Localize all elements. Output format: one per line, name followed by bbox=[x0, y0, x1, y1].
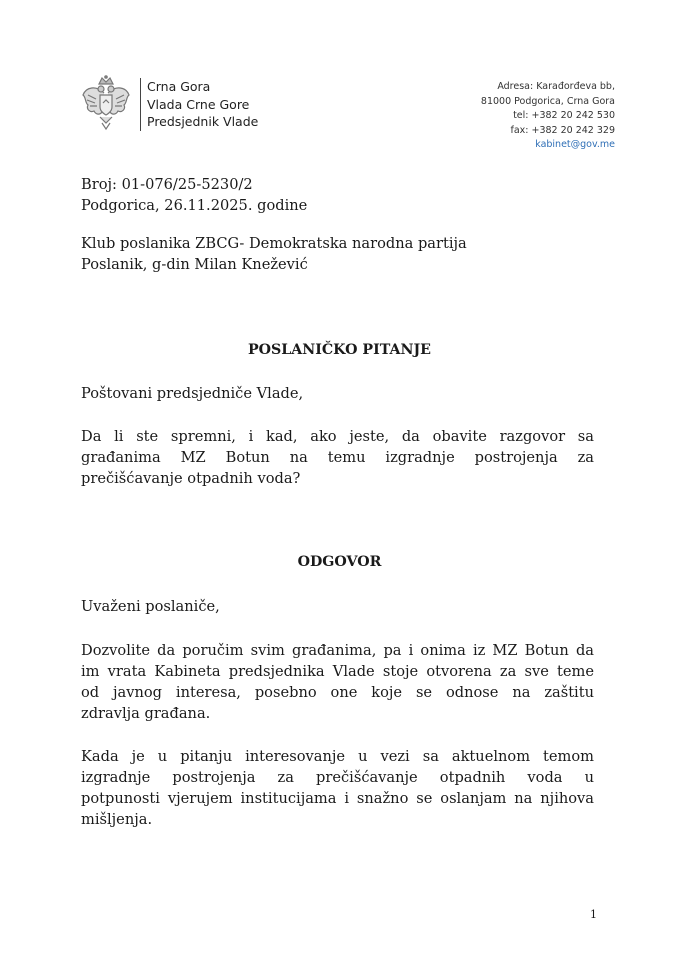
contact-address-line2: 81000 Podgorica, Crna Gora bbox=[480, 95, 615, 107]
contact-fax: fax: +382 20 242 329 bbox=[510, 124, 615, 136]
contact-email-link[interactable]: kabinet@gov.me bbox=[535, 139, 615, 150]
recipient-club: Klub poslanika ZBCG- Demokratska narodna partija bbox=[81, 235, 467, 252]
question-text bbox=[81, 426, 594, 489]
answer-line: potpunosti vjerujem institucijama i snažno se oslanjam na njihova bbox=[81, 790, 594, 807]
answer-salutation-text: Uvaženi poslaniče, bbox=[81, 598, 220, 615]
answer-heading: ODGOVOR bbox=[297, 554, 382, 570]
answer-paragraph-1 bbox=[81, 640, 594, 724]
contact-address-line1: Adresa: Karađorđeva bb, bbox=[497, 81, 615, 92]
answer-paragraph-2 bbox=[81, 746, 594, 830]
page-number: 1 bbox=[590, 908, 597, 921]
question-line: Da li ste spremni, i kad, ako jeste, da obavite razgovor sa bbox=[81, 428, 594, 445]
question-line: prečišćavanje otpadnih voda? bbox=[81, 470, 301, 487]
recipient-mp: Poslanik, g-din Milan Knežević bbox=[81, 256, 308, 273]
organization-block bbox=[140, 78, 258, 131]
org-government: Vlada Crne Gore bbox=[147, 96, 250, 112]
question-salutation-text: Poštovani predsjedniče Vlade, bbox=[81, 385, 304, 402]
montenegro-coat-of-arms-icon bbox=[80, 75, 132, 133]
answer-line: Dozvolite da poručim svim građanima, pa i onima iz MZ Botun da bbox=[81, 642, 594, 659]
answer-salutation bbox=[81, 596, 220, 617]
contact-block bbox=[481, 80, 615, 153]
document-meta bbox=[81, 174, 307, 216]
recipient-block bbox=[81, 233, 467, 275]
contact-tel: tel: +382 20 242 530 bbox=[513, 110, 615, 121]
answer-line: im vrata Kabineta predsjednika Vlade stoje otvorena za sve teme bbox=[81, 663, 594, 680]
org-office: Predsjednik Vlade bbox=[147, 114, 259, 129]
answer-line: Kada je u pitanju interesovanje u vezi sa aktuelnom temom bbox=[81, 748, 594, 765]
answer-line: mišljenja. bbox=[81, 811, 153, 828]
question-heading: POSLANIČKO PITANJE bbox=[248, 342, 431, 358]
reference-number: Broj: 01-076/25-5230/2 bbox=[81, 176, 253, 193]
answer-line: izgradnje postrojenja za prečišćavanje otpadnih voda u bbox=[81, 769, 594, 786]
question-salutation bbox=[81, 383, 303, 404]
answer-line: zdravlja građana. bbox=[81, 705, 211, 722]
document-date: Podgorica, 26.11.2025. godine bbox=[81, 197, 308, 214]
answer-line: od javnog interesa, posebno one koje se odnose na zaštitu bbox=[81, 684, 594, 701]
org-country: Crna Gora bbox=[147, 79, 211, 94]
question-line: građanima MZ Botun na temu izgradnje postrojenja za bbox=[81, 449, 594, 466]
